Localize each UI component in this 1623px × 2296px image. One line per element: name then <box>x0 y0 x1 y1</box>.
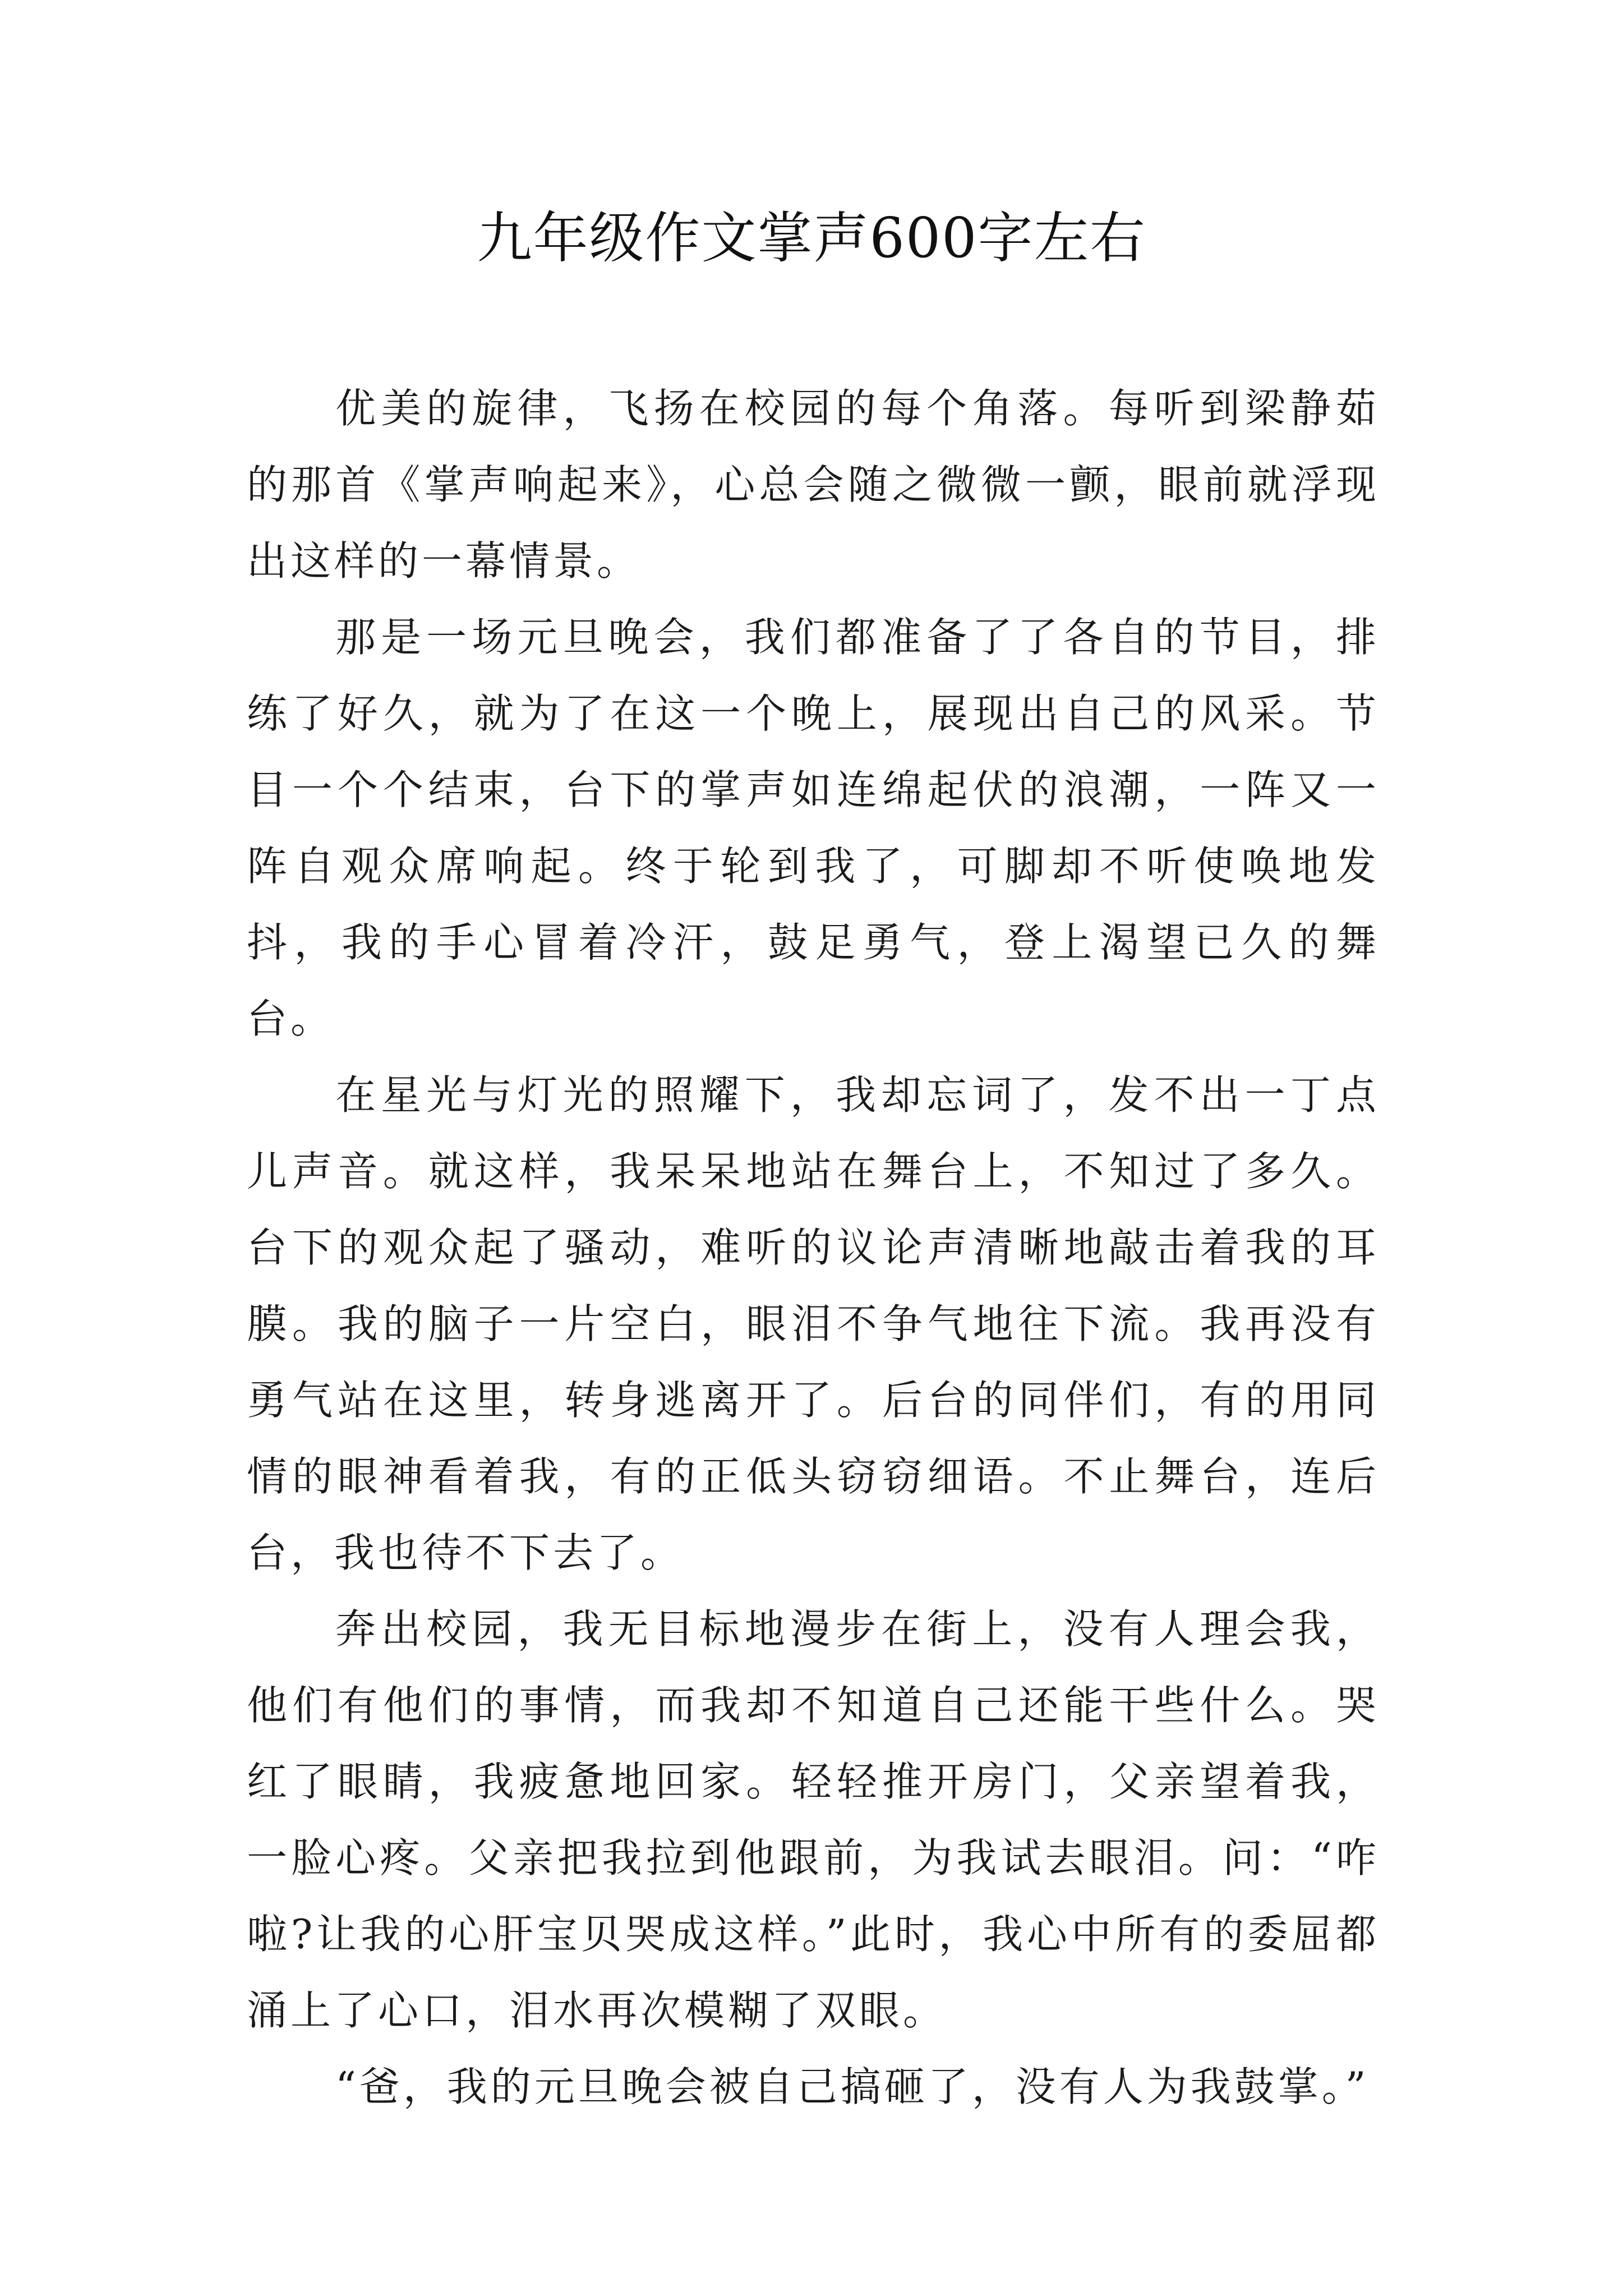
paragraph: 奔出校园，我无目标地漫步在街上，没有人理会我，他们有他们的事情，而我却不知道自己还能干些什么。哭红了眼睛，我疲惫地回家。轻轻推开房门，父亲望着我，一脸心疼。父亲把我拉到他跟前，为我试去眼泪。问：“咋啦?让我的心肝宝贝哭成这样。”此时，我心中所有的委屈都涌上了心口，泪水再次模糊了双眼。 <box>247 1605 1380 2034</box>
document-title: 九年级作文掌声600字左右 <box>477 206 1146 270</box>
paragraph: “爸，我的元旦晚会被自己搞砸了，没有人为我鼓掌。” <box>335 2063 1370 2110</box>
document-body <box>247 370 1380 2125</box>
paragraph: 在星光与灯光的照耀下，我却忘词了，发不出一丁点儿声音。就这样，我呆呆地站在舞台上，不知过了多久。台下的观众起了骚动，难听的议论声清晰地敲击着我的耳膜。我的脑子一片空白，眼泪不争气地往下流。我再没有勇气站在这里，转身逃离开了。后台的同伴们，有的用同情的眼神看着我，有的正低头窃窃细语。不止舞台，连后台，我也待不下去了。 <box>247 1071 1380 1576</box>
paragraph: 那是一场元旦晚会，我们都准备了了各自的节目，排练了好久，就为了在这一个晚上，展现出自己的风采。节目一个个结束，台下的掌声如连绵起伏的浪潮，一阵又一阵自观众席响起。终于轮到我了，可脚却不听使唤地发抖，我的手心冒着冷汗，鼓足勇气，登上渴望已久的舞台。 <box>247 614 1380 1042</box>
paragraph: 优美的旋律，飞扬在校园的每个角落。每听到梁静茹的那首《掌声响起来》，心总会随之微微一颤，眼前就浮现出这样的一幕情景。 <box>247 385 1380 585</box>
